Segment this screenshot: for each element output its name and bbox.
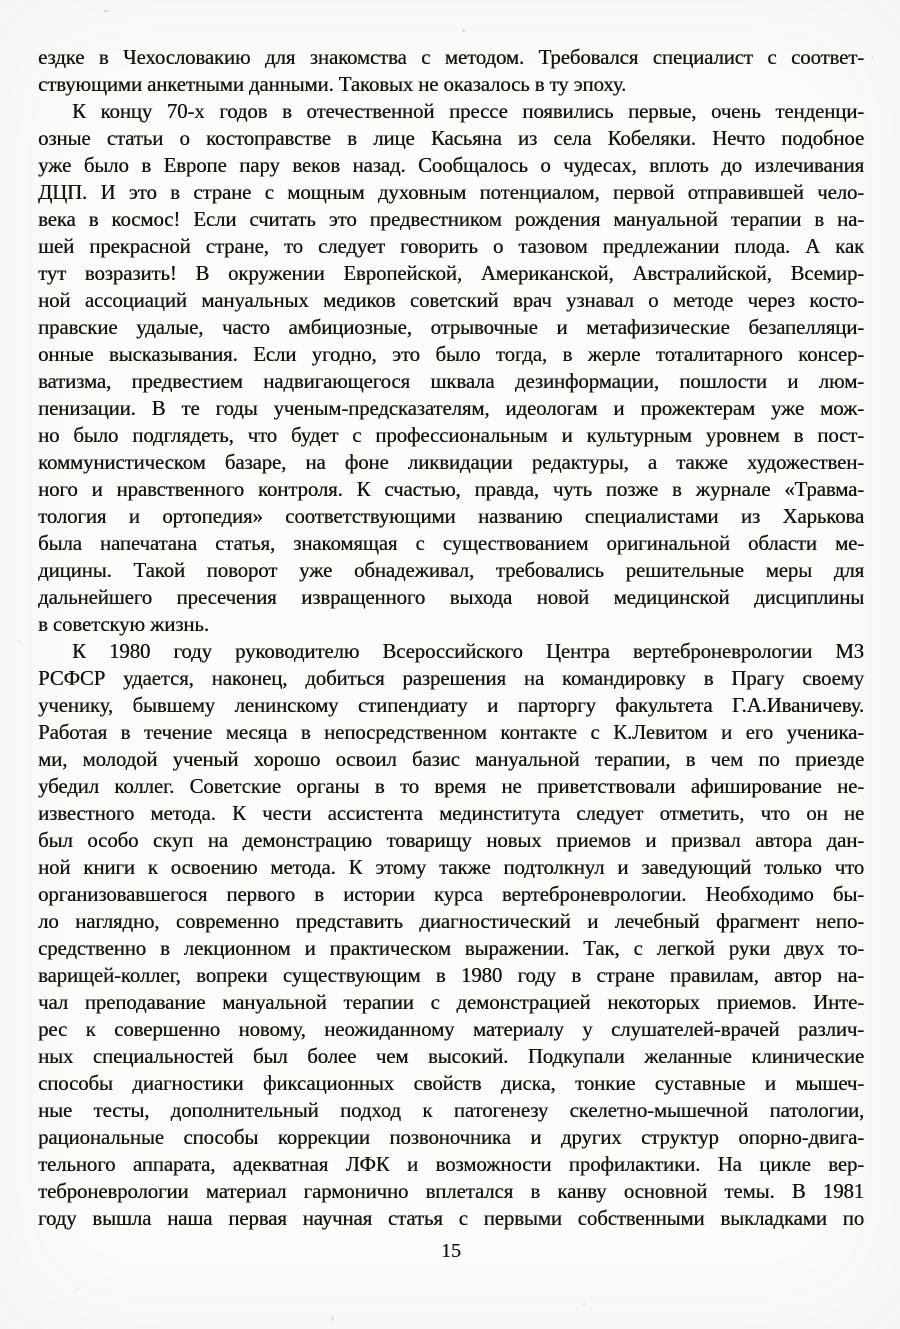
text-line: ной ассоциаций мануальных медиков советский врач узнавал о методе через косто-	[38, 289, 864, 312]
text-line: озные статьи о костоправстве в лице Касьяна из села Кобеляки. Нечто подобное	[38, 127, 864, 150]
text-line: дальнейшего пресечения извращенного выхода новой медицинской дисциплины	[38, 586, 864, 609]
text-line: ные тесты, дополнительный подход к патогенезу скелетно-мышечной патологии,	[38, 1099, 864, 1122]
text-line: рес к совершенно новому, неожиданному материалу у слушателей-врачей различ-	[38, 1018, 864, 1041]
text-line: ездке в Чехословакию для знакомства с методом. Требовался специалист с соответ-	[38, 46, 864, 69]
text-line: дицины. Такой поворот уже обнадеживал, требовались решительные меры для	[38, 559, 864, 582]
text-line: ло наглядно, современно представить диагностический и лечебный фрагмент непо-	[38, 910, 864, 933]
scan-speck	[104, 10, 108, 12]
page-number: 15	[441, 1240, 461, 1262]
text-line: К 1980 году руководителю Всероссийского Центра вертеброневрологии МЗ	[72, 640, 864, 663]
paragraph	[38, 44, 864, 98]
text-line: ватизма, предвестием надвигающегося шквала дезинформации, пошлости и люм-	[38, 370, 864, 393]
paragraph	[38, 638, 864, 1232]
text-line: века в космос! Если считать это предвестником рождения мануальной терапии в на-	[38, 208, 864, 231]
paragraph	[38, 98, 864, 638]
text-line: году вышла наша первая научная статья с первыми собственными выкладками по	[38, 1207, 864, 1230]
text-line: ной книги к освоению метода. К этому также подтолкнул и заведующий только что	[38, 856, 864, 879]
text-line: тут возразить! В окружении Европейской, Американской, Австралийской, Всемир-	[38, 262, 864, 285]
scan-speck	[871, 57, 874, 59]
scan-speck	[18, 640, 20, 642]
text-line: тельного аппарата, адекватная ЛФК и возможности профилактики. На цикле вер-	[38, 1153, 864, 1176]
text-line: чал преподавание мануальной терапии с демонстрацией некоторых приемов. Инте-	[38, 991, 864, 1014]
text-line: в советскую жизнь.	[38, 613, 209, 636]
text-line: способы диагностики фиксационных свойств диска, тонкие суставные и мышеч-	[38, 1072, 864, 1095]
text-line: организовавшегося первого в истории курса вертеброневрологии. Необходимо бы-	[38, 883, 864, 906]
text-line: средственно в лекционном и практическом выражении. Так, с легкой руки двух то-	[38, 937, 864, 960]
text-line: варищей-коллег, вопреки существующим в 1980 году в стране правилам, автор на-	[38, 964, 864, 987]
text-line: шей прекрасной стране, то следует говорить о тазовом предлежании плода. А как	[38, 235, 864, 258]
scan-speck	[76, 1288, 79, 1290]
text-line: уже было в Европе пару веков назад. Сообщалось о чудесах, вплоть до излечивания	[38, 154, 864, 177]
text-line: рациональные способы коррекции позвоночника и других структур опорно-двига-	[38, 1126, 864, 1149]
scan-speck	[462, 29, 465, 32]
text-line: К концу 70-х годов в отечественной прессе появились первые, очень тенденци-	[72, 100, 864, 123]
text-line: тология и ортопедия» соответствующими названию специалистами из Харькова	[38, 505, 864, 528]
text-line: теброневрологии материал гармонично вплетался в канву основной темы. В 1981	[38, 1180, 864, 1203]
text-line: известного метода. К чести ассистента мединститута следует отметить, что он не	[38, 802, 864, 825]
text-line: онные высказывания. Если угодно, это было тогда, в жерле тоталитарного консер-	[38, 343, 864, 366]
text-line: ученику, бывшему ленинскому стипендиату и парторгу факультета Г.А.Иваничеву.	[38, 694, 864, 717]
text-line: ДЦП. И это в стране с мощным духовным потенциалом, первой отправившей чело-	[38, 181, 864, 204]
text-line: Работая в течение месяца в непосредственном контакте с К.Левитом и его ученика-	[38, 721, 864, 744]
text-line: правские удалые, часто амбициозные, отрывочные и метафизические безапелляци-	[38, 316, 864, 339]
text-line: был особо скуп на демонстрацию товарищу новых приемов и призвал автора дан-	[38, 829, 864, 852]
scan-speck	[583, 1303, 586, 1306]
scan-speck	[331, 1316, 334, 1321]
text-line: была напечатана статья, знакомящая с существованием оригинальной области ме-	[38, 532, 864, 555]
text-line: пенизации. В те годы ученым-предсказателям, идеологам и прожектерам уже мож-	[38, 397, 864, 420]
text-line: ми, молодой ученый хорошо освоил базис мануальной терапии, в чем по приезде	[38, 748, 864, 771]
text-line: ствующими анкетными данными. Таковых не оказалось в ту эпоху.	[38, 73, 627, 96]
text-line: РСФСР удается, наконец, добиться разрешения на командировку в Прагу своему	[38, 667, 864, 690]
page-text	[38, 44, 864, 1232]
text-line: убедил коллег. Советские органы в то время не приветствовали афиширование не-	[38, 775, 864, 798]
text-line: ного и нравственного контроля. К счастью, правда, чуть позже в журнале «Травма-	[38, 478, 864, 501]
text-line: коммунистическом базаре, на фоне ликвидации редактуры, а также художествен-	[38, 451, 864, 474]
text-line: но было подглядеть, что будет с профессиональным и культурным уровнем в пост-	[38, 424, 864, 447]
text-line: ных специальностей был более чем высокий. Подкупали желанные клинические	[38, 1045, 864, 1068]
